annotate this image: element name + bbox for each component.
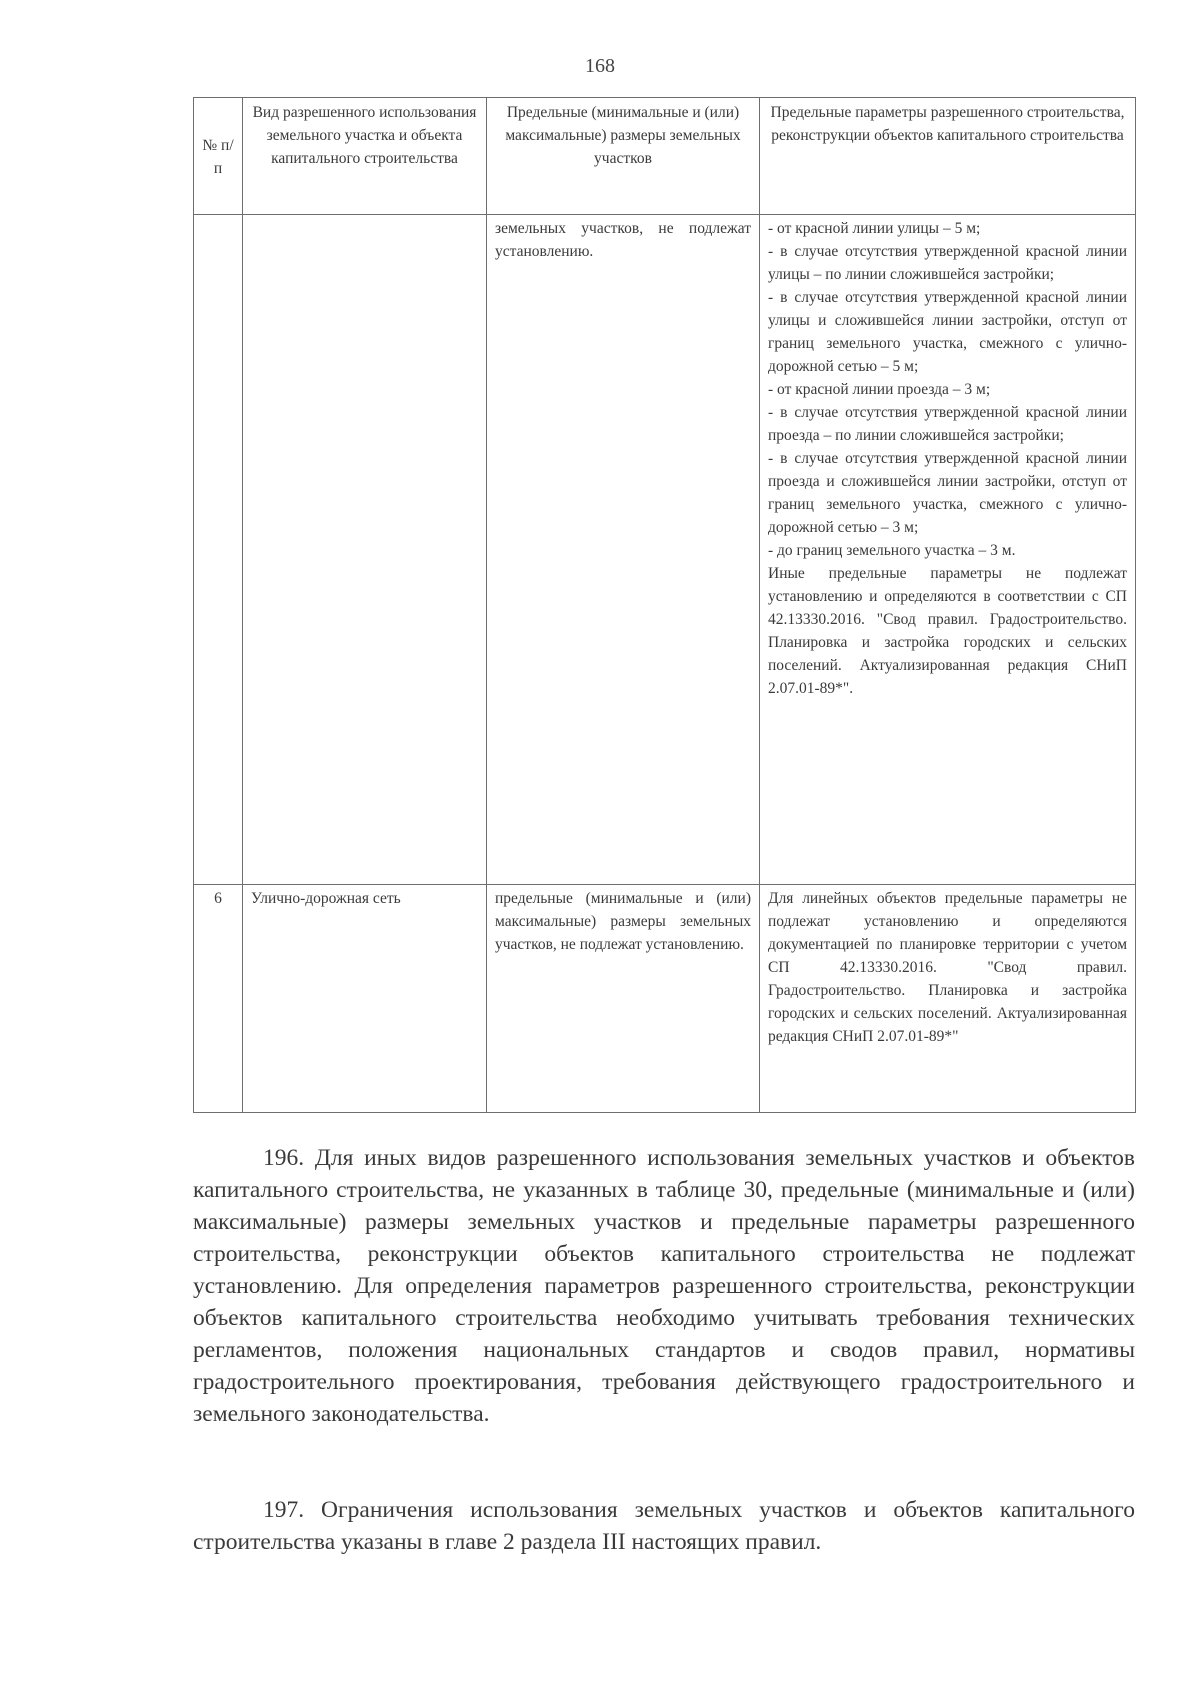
paragraph-197: 197. Ограничения использования земельных участков и объектов капитального строительства указаны в главе 2 раздела III настоящих правил. [193,1497,1135,1555]
header-params: Предельные параметры разрешенного строительства, реконструкции объектов капитального строительства [760,98,1136,215]
param-line: - в случае отсутствия утвержденной красной линии улицы – по линии сложившейся застройки; [768,243,1127,283]
param-line: - от красной линии проезда – 3 м; [768,381,991,398]
param-line: - в случае отсутствия утвержденной красной линии проезда – по линии сложившейся застройки; [768,404,1127,444]
row-number [194,215,243,885]
page-number: 168 [585,55,615,77]
param-line: - до границ земельного участка – 3 м. [768,542,1016,559]
row-params [760,215,1136,885]
table-header-row [194,98,1136,215]
header-use-type: Вид разрешенного использования земельного участка и объекта капитального строительства [243,98,487,215]
row-use-type [243,215,487,885]
paragraph-196: 196. Для иных видов разрешенного использования земельных участков и объектов капитального строительства, не указанных в таблице 30, предельные (минимальные и (или) максимальные) размеры земельных участков и предельные параметры разрешенного строительства, реконструкции объектов капитального строительства не подлежат установлению. Для определения параметров разрешенного строительства, реконструкции объектов капитального строительства необходимо учитывать требования технических регламентов, положения национальных стандартов и сводов правил, нормативы градостроительного проектирования, требования действующего градостроительного и земельного законодательства. [193,1145,1135,1427]
param-line: - в случае отсутствия утвержденной красной линии проезда и сложившейся линии застройки, отступ от границ земельного участка, смежного с улично-дорожной сетью – 3 м; [768,450,1127,536]
table-row [194,215,1136,885]
param-line: - от красной линии улицы – 5 м; [768,220,981,237]
row-params [760,885,1136,1113]
parameters-table [193,97,1136,1113]
param-line: Иные предельные параметры не подлежат установлению и определяются в соответствии с СП 42.13330.2016. "Свод правил. Градостроительство. Планировка и застройка городских и сельских поселений. Актуализированная редакция СНиП 2.07.01-89*". [768,565,1127,697]
row-number: 6 [194,885,243,1113]
header-plot-sizes: Предельные (минимальные и (или) максимальные) размеры земельных участков [487,98,760,215]
row-plot-sizes: земельных участков, не подлежат установлению. [487,215,760,885]
param-line: Для линейных объектов предельные параметры не подлежат установлению и определяются документацией по планировке территории с учетом СП 42.13330.2016. "Свод правил. Градостроительство. Планировка и застройка городских и сельских поселений. Актуализированная редакция СНиП 2.07.01-89*" [768,890,1127,1045]
row-plot-sizes: предельные (минимальные и (или) максимальные) размеры земельных участков, не подлежат установлению. [487,885,760,1113]
row-use-type: Улично-дорожная сеть [243,885,487,1113]
param-line: - в случае отсутствия утвержденной красной линии улицы и сложившейся линии застройки, отступ от границ земельного участка, смежного с улично-дорожной сетью – 5 м; [768,289,1127,375]
header-number: № п/п [194,98,243,215]
table-row [194,885,1136,1113]
